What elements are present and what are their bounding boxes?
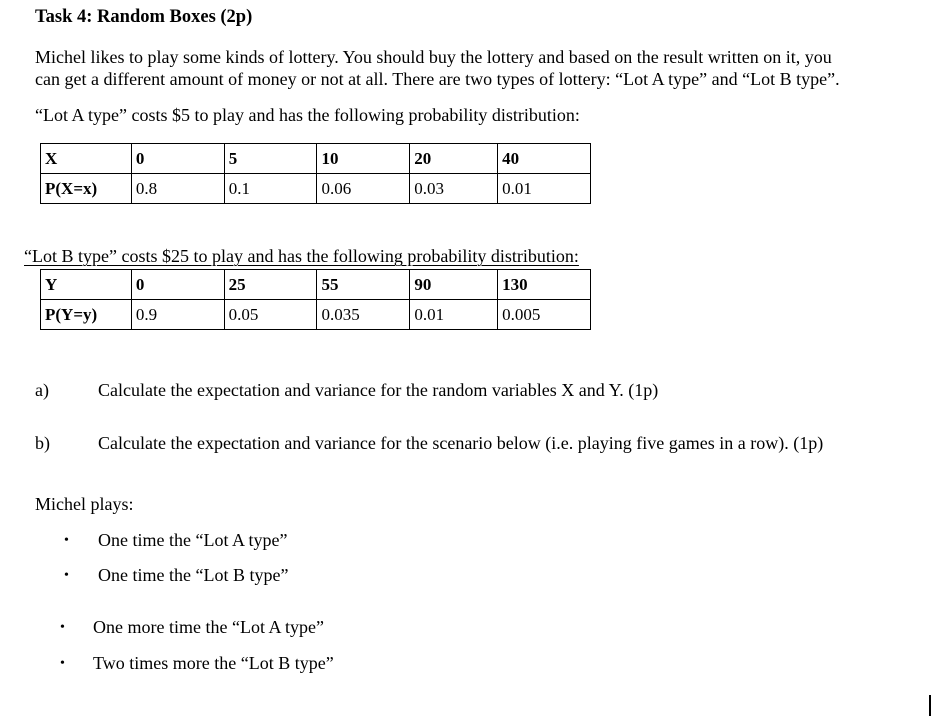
bullet-icon: • [64,568,69,583]
table-cell: 0.1 [224,174,317,204]
lot-b-distribution-table [40,269,591,330]
intro-line-2: can get a different amount of money or not at all. There are two types of lottery: “Lot A type” and “Lot B type”. [35,69,840,89]
bullet-icon: • [60,620,65,635]
table-cell: 10 [317,144,410,174]
table-cell: 0.8 [131,174,224,204]
table-cell: 20 [410,144,498,174]
list-item: One more time the “Lot A type” [93,617,324,637]
table-cell: 55 [317,270,410,300]
table-cell: 0.01 [410,300,498,330]
table-b-probability-row [41,300,591,330]
list-item: One time the “Lot B type” [98,565,289,585]
intro-line-1: Michel likes to play some kinds of lottery. You should buy the lottery and based on the result written on it, you [35,47,832,67]
lot-a-distribution-table [40,143,591,204]
question-a-letter: a) [35,380,49,400]
question-b-text: Calculate the expectation and variance for the scenario below (i.e. playing five games in a row). (1p) [98,433,824,453]
table-cell: 0.03 [410,174,498,204]
table-cell: 0.005 [498,300,591,330]
table-cell: 0.01 [498,174,591,204]
task-title: Task 4: Random Boxes (2p) [35,7,253,27]
table-cell: 0.035 [317,300,410,330]
table-a-header-row [41,144,591,174]
table-b-header-row [41,270,591,300]
list-item: One time the “Lot A type” [98,530,288,550]
table-cell: 25 [224,270,317,300]
bullet-icon: • [64,533,69,548]
bullet-icon: • [60,656,65,671]
lot-a-description: “Lot A type” costs $5 to play and has the following probability distribution: [35,105,580,125]
table-cell: 0 [131,144,224,174]
table-cell: 0.06 [317,174,410,204]
table-cell: P(Y=y) [41,300,132,330]
lot-b-description: “Lot B type” costs $25 to play and has the following probability distribution: [24,246,579,266]
list-item: Two times more the “Lot B type” [93,653,334,673]
table-cell: X [41,144,132,174]
table-cell: 40 [498,144,591,174]
michel-plays-label: Michel plays: [35,494,134,514]
table-cell: P(X=x) [41,174,132,204]
table-cell: 0.05 [224,300,317,330]
table-a-probability-row [41,174,591,204]
table-cell: 5 [224,144,317,174]
table-cell: 0 [131,270,224,300]
table-cell: Y [41,270,132,300]
text-cursor [929,695,931,716]
question-b-letter: b) [35,433,50,453]
question-a-text: Calculate the expectation and variance for the random variables X and Y. (1p) [98,380,659,400]
table-cell: 90 [410,270,498,300]
table-cell: 0.9 [131,300,224,330]
table-cell: 130 [498,270,591,300]
